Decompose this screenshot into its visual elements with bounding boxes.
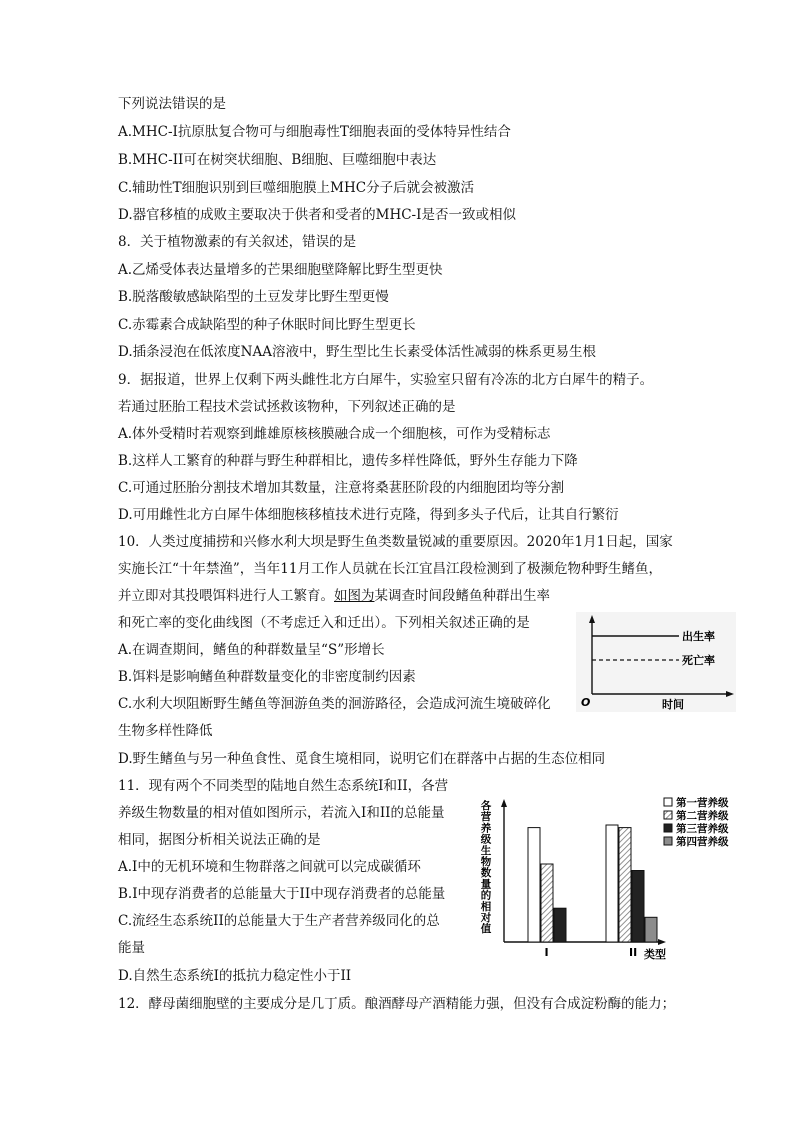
q8-option-c: C.赤霉素合成缺陷型的种子休眠时间比野生型更长	[118, 317, 416, 333]
y-axis-title-char: 相	[480, 900, 492, 913]
q7-option-b: B.MHC-II可在树突状细胞、B细胞、巨噬细胞中表达	[118, 152, 437, 168]
legend-swatch-1	[664, 798, 672, 806]
legend-swatch-2	[664, 811, 672, 819]
q10-stem-line1: 10．人类过度捕捞和兴修水利大坝是野生鱼类数量锐减的重要原因。2020年1月1日起，国家	[118, 534, 673, 550]
q11-option-a: A.I中的无机环境和生物群落之间就可以完成碳循环	[118, 859, 421, 875]
y-axis-title-char: 物	[480, 856, 492, 868]
bar-II-series-2	[619, 828, 631, 942]
q9-option-c: C.可通过胚胎分割技术增加其数量，注意将桑葚胚阶段的内细胞团均等分割	[118, 480, 565, 496]
q10-stem-line3	[118, 587, 550, 605]
q8-option-d: D.插条浸泡在低浓度NAA溶液中，野生型比生长素受体活性减弱的株系更易生根	[118, 344, 596, 360]
y-axis-title-char: 的	[480, 889, 492, 902]
y-axis-title-char: 量	[480, 878, 492, 891]
legend-label-1: 第一营养级	[676, 797, 729, 809]
q8-option-a: A.乙烯受体表达量增多的芒果细胞壁降解比野生型更快	[118, 262, 443, 278]
q9-option-a: A.体外受精时若观察到雌雄原核核膜融合成一个细胞核，可作为受精标志	[118, 426, 551, 442]
q9-option-b: B.这样人工繁育的种群与野生种群相比，遗传多样性降低，野外生存能力下降	[118, 453, 578, 469]
q10-option-c-line2: 生物多样性降低	[118, 723, 213, 739]
q10-stem-line4: 和死亡率的变化曲线图（不考虑迁入和迁出）。下列相关叙述正确的是	[118, 615, 530, 631]
q8-stem: 8．关于植物激素的有关叙述，错误的是	[118, 234, 357, 250]
q11-bar-chart	[474, 795, 746, 963]
q7-option-c: C.辅助性T细胞识别到巨噬细胞膜上MHC分子后就会被激活	[118, 180, 475, 196]
q7-stem-tail: 下列说法错误的是	[118, 96, 226, 112]
q10-option-c-line1: C.水利大坝阻断野生鳍鱼等洄游鱼类的洄游路径，会造成河流生境破碎化	[118, 696, 551, 712]
y-axis-title-char: 对	[480, 912, 492, 924]
death-rate-label: 死亡率	[682, 654, 715, 667]
legend-swatch-3	[664, 824, 672, 832]
y-axis-title-char: 数	[480, 867, 492, 880]
q9-stem-line2: 若通过胚胎工程技术尝试拯救该物种，下列叙述正确的是	[118, 399, 456, 415]
chart-x-axis-arrow-icon	[658, 939, 666, 945]
legend-label-2: 第二营养级	[676, 810, 729, 822]
bar-II-series-1	[606, 825, 618, 942]
y-axis-title-char: 营	[480, 811, 492, 824]
bar-II-series-4	[645, 917, 657, 942]
x-axis-title: 类型	[644, 948, 666, 961]
q10-option-a: A.在调查期间，鳍鱼的种群数量呈“S”形增长	[118, 642, 385, 658]
y-axis-title	[480, 799, 492, 935]
q10-figure-reference: 如图为	[334, 588, 375, 604]
q10-stem-line2: 实施长江“十年禁渔”，当年11月工作人员就在长江宜昌江段检测到了极濒危物种野生鳍鱼，	[118, 561, 662, 577]
q7-option-a: A.MHC-I抗原肽复合物可与细胞毒性T细胞表面的受体特异性结合	[118, 124, 511, 140]
y-axis-title-char: 级	[480, 833, 492, 846]
y-axis-title-char: 生	[480, 844, 492, 857]
q10-stem-line3-c: 某调查时间段鳍鱼种群出生率	[374, 588, 550, 604]
birth-rate-label: 出生率	[682, 630, 715, 643]
q7-option-d: D.器官移植的成败主要取决于供者和受者的MHC-I是否一致或相似	[118, 207, 516, 223]
q11-option-b: B.I中现存消费者的总能量大于II中现存消费者的总能量	[118, 886, 446, 902]
origin-label: O	[581, 696, 591, 709]
chart-y-axis-arrow-icon	[501, 799, 507, 807]
q11-stem-line2: 养级生物数量的相对值如图所示，若流入I和II的总能量	[118, 805, 445, 821]
q11-option-d: D.自然生态系统I的抵抗力稳定性小于II	[118, 968, 352, 984]
y-axis-title-char: 值	[480, 923, 492, 936]
category-label-II: II	[629, 946, 638, 959]
q11-stem-line1: 11．现有两个不同类型的陆地自然生态系统I和II，各营	[118, 778, 449, 794]
q10-stem-line3-a: 并立即对其投喂饵料进行人工繁育。	[118, 588, 334, 604]
time-axis-label: 时间	[662, 698, 684, 711]
category-label-I: I	[544, 946, 549, 959]
bar-I-series-3	[554, 908, 566, 942]
q11-option-c-line2: 能量	[118, 940, 145, 956]
q8-option-b: B.脱落酸敏感缺陷型的土豆发芽比野生型更慢	[118, 289, 389, 305]
bar-I-series-1	[528, 828, 540, 942]
q10-rate-figure	[576, 612, 736, 712]
y-axis-title-char: 各	[480, 800, 492, 812]
q9-option-d: D.可用雌性北方白犀牛体细胞核移植技术进行克隆，得到多头子代后，让其自行繁衍	[118, 507, 619, 523]
bar-II-series-3	[632, 871, 644, 943]
legend-label-4: 第四营养级	[676, 836, 729, 848]
legend-swatch-4	[664, 837, 672, 845]
q9-stem-line1: 9．据报道，世界上仅剩下两头雌性北方白犀牛，实验室只留有冷冻的北方白犀牛的精子。	[118, 372, 654, 388]
legend-label-3: 第三营养级	[676, 823, 729, 835]
q12-stem-line1: 12．酵母菌细胞壁的主要成分是几丁质。酿酒酵母产酒精能力强，但没有合成淀粉酶的能力；	[118, 996, 676, 1012]
q11-stem-line3: 相同，据图分析相关说法正确的是	[118, 832, 321, 848]
q10-option-b: B.饵料是影响鳍鱼种群数量变化的非密度制约因素	[118, 669, 416, 685]
q10-option-d: D.野生鳍鱼与另一种鱼食性、觅食生境相同，说明它们在群落中占据的生态位相同	[118, 751, 606, 767]
q11-option-c-line1: C.流经生态系统II的总能量大于生产者营养级同化的总	[118, 913, 440, 929]
y-axis-title-char: 养	[480, 822, 492, 835]
bar-I-series-2	[541, 864, 553, 942]
